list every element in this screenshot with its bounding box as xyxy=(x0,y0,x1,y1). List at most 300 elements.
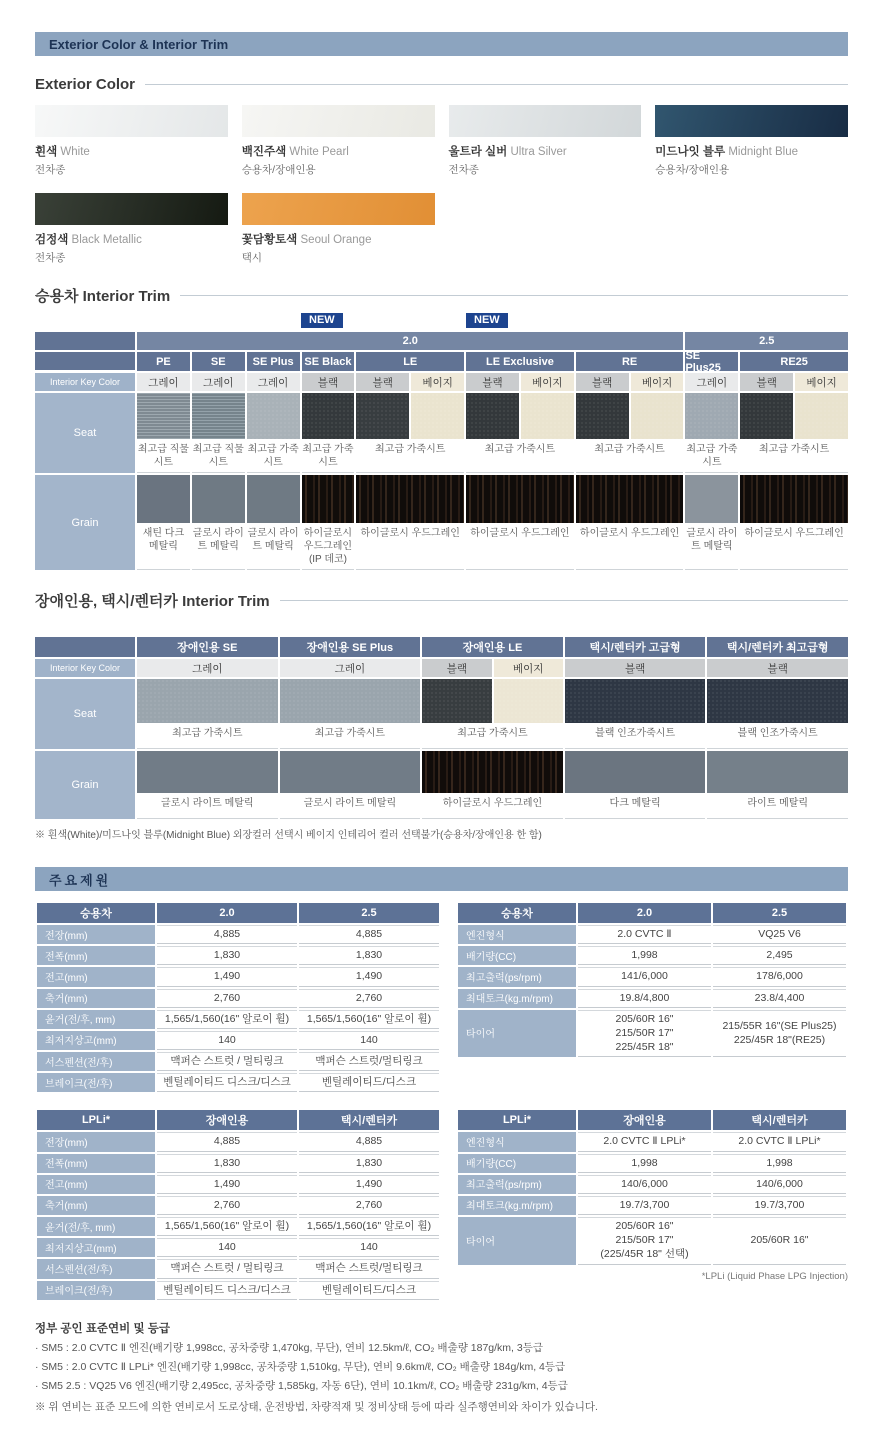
seat-cell xyxy=(137,679,278,749)
interior-key-color-label: Interior Key Color xyxy=(35,659,135,677)
grain-cell xyxy=(707,751,848,819)
section-title-exterior-color xyxy=(35,76,848,93)
section-title-text: 승용차 Interior Trim xyxy=(35,288,171,305)
grain-swatch xyxy=(422,751,563,793)
spec-header-cell: 택시/렌터카 xyxy=(713,1110,846,1130)
spec-value: 2.0 CVTC Ⅱ xyxy=(578,925,711,944)
grain-swatch xyxy=(685,475,738,523)
seat-swatch xyxy=(137,679,278,723)
spec-row xyxy=(458,1175,846,1194)
spec-row-label: 최고출력(ps/rpm) xyxy=(458,1175,576,1194)
seat-cell xyxy=(565,679,706,749)
spec-value: 23.8/4,400 xyxy=(713,989,846,1008)
spec-value: 2.0 CVTC Ⅱ LPLi* xyxy=(578,1132,711,1151)
grain-cell xyxy=(466,475,574,570)
grain-caption: 하이글로시 우드그레인 xyxy=(744,528,844,539)
grain-cell xyxy=(565,751,706,819)
spec-row xyxy=(37,1132,439,1151)
engine-group-2-5: 2.5 xyxy=(685,332,848,350)
key-color-cell: 그레이 xyxy=(280,659,421,677)
seat-swatch xyxy=(411,393,464,439)
spec-row xyxy=(37,925,439,944)
spec-header-cell: 승용차 xyxy=(458,903,576,923)
key-color-cell: 그레이 xyxy=(247,373,300,391)
seat-cell xyxy=(280,679,421,749)
seat-cell xyxy=(137,393,190,473)
color-availability: 승용차/장애인용 xyxy=(655,164,730,176)
grain-swatch xyxy=(280,751,421,793)
spec-table-lpli-engine-wrap xyxy=(456,1108,848,1301)
footer-line: · SM5 : 2.0 CVTC Ⅱ 엔진(배기량 1,998cc, 공차중량 1,470kg, 무단), 연비 12.5km/ℓ, CO₂ 배출량 187g/km, 3등급 xyxy=(35,1341,544,1354)
spec-row xyxy=(37,1073,439,1092)
spec-row-label: 전고(mm) xyxy=(37,967,155,986)
grain-caption: 글로시 라이트 메탈릭 xyxy=(192,528,244,552)
seat-swatch xyxy=(631,393,684,439)
exterior-color-item xyxy=(242,105,435,177)
specs-section-title: 주요제원 xyxy=(49,872,112,888)
spec-row xyxy=(37,1196,439,1215)
color-swatch-midnight-blue xyxy=(655,105,848,137)
spec-value: 4,885 xyxy=(299,925,439,944)
seat-cell xyxy=(466,393,574,473)
color-availability: 승용차/장애인용 xyxy=(241,164,316,176)
color-name xyxy=(242,143,435,159)
spec-header-row xyxy=(458,1110,846,1130)
grain-swatch xyxy=(137,475,190,523)
grain-caption: 하이글로시 우드그레인 xyxy=(442,798,543,809)
seat-caption: 최고급 가죽시트 xyxy=(594,444,665,455)
seat-caption: 최고급 가죽시트 xyxy=(375,444,446,455)
spec-value: 맥퍼슨 스트럿/멀티링크 xyxy=(299,1052,439,1071)
exterior-color-item xyxy=(35,105,228,177)
trim-header: SE Plus25 xyxy=(685,352,738,371)
spec-row xyxy=(37,1175,439,1194)
spec-header-cell: 2.5 xyxy=(713,903,846,923)
grain-cell xyxy=(740,475,848,570)
spec-row-label: 서스펜션(전/후) xyxy=(37,1259,155,1278)
trim-header: LE Exclusive xyxy=(466,352,574,371)
spec-value-line: 205/60R 16" xyxy=(615,1012,674,1025)
seat-caption: 최고급 직물시트 xyxy=(137,444,189,468)
spec-row xyxy=(37,1010,439,1029)
color-swatch-white xyxy=(35,105,228,137)
specs-section-bar xyxy=(35,867,848,891)
grain-cell xyxy=(576,475,684,570)
trim-header: SE Plus xyxy=(247,352,300,371)
spec-row-label: 브레이크(전/후) xyxy=(37,1073,155,1092)
spec-value: 140 xyxy=(299,1238,439,1257)
color-swatch-seoul-orange xyxy=(242,193,435,225)
color-availability: 전차종 xyxy=(35,164,66,176)
page-banner-title: Exterior Color & Interior Trim xyxy=(49,36,229,52)
spec-value: 1,565/1,560(16" 알로이 휠) xyxy=(299,1217,439,1236)
spec-row xyxy=(37,1281,439,1300)
seat-cell xyxy=(740,393,848,473)
spec-table xyxy=(35,901,441,1094)
color-name xyxy=(35,231,228,247)
key-color-cell: 블랙 xyxy=(740,373,793,391)
grain-cell xyxy=(280,751,421,819)
spec-value: 19.8/4,800 xyxy=(578,989,711,1008)
spec-row-label: 전장(mm) xyxy=(37,925,155,944)
grain-caption: 하이글로시 우드그레인 xyxy=(470,528,570,539)
spec-value xyxy=(713,1010,846,1058)
spec-row-label: 최대토크(kg.m/rpm) xyxy=(458,989,576,1008)
seat-swatch xyxy=(247,393,300,439)
key-color-cell: 베이지 xyxy=(411,373,464,391)
grain-caption: 다크 메탈릭 xyxy=(609,798,661,809)
grain-caption: 라이트 메탈릭 xyxy=(747,798,809,809)
key-color-cell: 베이지 xyxy=(521,373,574,391)
color-name-en: Ultra Silver xyxy=(510,146,567,158)
spec-row-label: 최대토크(kg.m/rpm) xyxy=(458,1196,576,1215)
spec-value xyxy=(578,1010,711,1058)
spec-value: 4,885 xyxy=(157,925,297,944)
spec-row-label: 배기량(CC) xyxy=(458,946,576,965)
spec-row-label: 윤거(전/후, mm) xyxy=(37,1217,155,1236)
color-name xyxy=(449,143,642,159)
grain-caption: 새틴 다크 메탈릭 xyxy=(142,528,185,552)
spec-value: 2,760 xyxy=(157,1196,297,1215)
grain-swatch xyxy=(576,475,684,523)
spec-row xyxy=(37,1217,439,1236)
key-color-cell: 베이지 xyxy=(631,373,684,391)
interior-key-color-label: Interior Key Color xyxy=(35,373,135,391)
footer-line: · SM5 : 2.0 CVTC Ⅱ LPLi* 엔진(배기량 1,998cc, 공차중량 1,510kg, 무단), 연비 9.6km/ℓ, CO₂ 배출량 184g/km, 4등급 xyxy=(35,1360,566,1373)
grain-cell xyxy=(137,751,278,819)
new-badge: NEW xyxy=(301,313,343,328)
spec-row-label: 서스펜션(전/후) xyxy=(37,1052,155,1071)
seat-swatch xyxy=(795,393,848,439)
spec-value: 19.7/3,700 xyxy=(713,1196,846,1215)
spec-value: VQ25 V6 xyxy=(713,925,846,944)
key-color-cell: 블랙 xyxy=(302,373,355,391)
seat-swatch xyxy=(565,679,706,723)
spec-value-line: 205/60R 16" xyxy=(750,1234,809,1247)
spec-value: 141/6,000 xyxy=(578,967,711,986)
trim-header: RE25 xyxy=(740,352,848,371)
grain-swatch xyxy=(565,751,706,793)
key-color-cell: 블랙 xyxy=(356,373,409,391)
spec-value-line: (225/45R 18" 선택) xyxy=(600,1248,689,1261)
spec-header-cell: 2.0 xyxy=(578,903,711,923)
grain-caption: 글로시 라이트 메탈릭 xyxy=(303,798,397,809)
exterior-color-item xyxy=(35,193,228,265)
spec-value-line: 225/45R 18" xyxy=(615,1041,674,1054)
seat-cell xyxy=(247,393,300,473)
grain-caption: 글로시 라이트 메탈릭 xyxy=(161,798,254,809)
color-name xyxy=(655,143,848,159)
spec-value: 1,490 xyxy=(299,1175,439,1194)
spec-row-label: 엔진형식 xyxy=(458,925,576,944)
spec-row xyxy=(458,1010,846,1058)
seat-caption: 최고급 가죽시트 xyxy=(457,728,528,739)
spec-value: 2,760 xyxy=(157,989,297,1008)
seat-caption: 최고급 가죽시트 xyxy=(302,444,354,468)
color-availability: 전차종 xyxy=(35,252,66,264)
key-color-cell: 블랙 xyxy=(422,659,491,677)
spec-row xyxy=(458,946,846,965)
footer-line: · SM5 2.5 : VQ25 V6 엔진(배기량 2,495cc, 공차중량 1,585kg, 자동 6단), 연비 10.1km/ℓ, CO₂ 배출량 231g/km, 4등급 xyxy=(35,1379,568,1392)
spec-value: 2.0 CVTC Ⅱ LPLi* xyxy=(713,1132,846,1151)
spec-value: 2,495 xyxy=(713,946,846,965)
grain-swatch xyxy=(740,475,848,523)
spec-value: 1,490 xyxy=(157,1175,297,1194)
key-color-cell: 그레이 xyxy=(685,373,738,391)
color-name-ko: 검정색 xyxy=(35,234,69,246)
seat-cell xyxy=(576,393,684,473)
spec-row xyxy=(37,967,439,986)
spec-table-passenger-engine xyxy=(456,901,848,1094)
grain-cell xyxy=(247,475,300,570)
divider-line xyxy=(280,600,848,601)
page-banner xyxy=(35,32,848,56)
spec-header-cell: 장애인용 xyxy=(578,1110,711,1130)
spec-value: 1,830 xyxy=(299,946,439,965)
key-color-cell: 블랙 xyxy=(707,659,848,677)
footer-disclaimer: ※ 위 연비는 표준 모드에 의한 연비로서 도로상태, 운전방법, 차량적재 및 정비상태 등에 따라 실주행연비와 차이가 있습니다. xyxy=(35,1400,598,1413)
seat-cell xyxy=(302,393,355,473)
color-name-en: White xyxy=(60,146,90,158)
grain-caption: 글로시 라이트 메탈릭 xyxy=(247,528,299,552)
spec-row xyxy=(458,925,846,944)
seat-swatch xyxy=(494,679,563,723)
trim-header: 택시/렌터카 최고급형 xyxy=(707,637,848,657)
spec-value: 1,830 xyxy=(157,946,297,965)
spec-value-line: 215/50R 17" xyxy=(615,1026,674,1039)
grain-cell xyxy=(685,475,738,570)
spec-value: 140/6,000 xyxy=(578,1175,711,1194)
spec-value: 178/6,000 xyxy=(713,967,846,986)
special-trim-table-wrap xyxy=(35,637,848,841)
spec-header-cell: LPLi* xyxy=(37,1110,155,1130)
spec-row xyxy=(458,1154,846,1173)
spec-row xyxy=(37,1052,439,1071)
spec-row-label: 엔진형식 xyxy=(458,1132,576,1151)
grain-caption: 하이글로시 우드그레인 (IP 데코) xyxy=(303,528,353,565)
spec-value: 140 xyxy=(157,1031,297,1050)
color-swatch-white-pearl xyxy=(242,105,435,137)
seat-caption: 최고급 직물시트 xyxy=(192,444,244,468)
key-color-cell: 그레이 xyxy=(137,373,190,391)
seat-row-label: Seat xyxy=(35,679,135,749)
spec-value: 1,998 xyxy=(578,946,711,965)
grain-caption: 글로시 라이트 메탈릭 xyxy=(686,528,738,552)
seat-swatch xyxy=(422,679,491,723)
color-name xyxy=(242,231,435,247)
spec-value-line: 225/45R 18"(RE25) xyxy=(733,1033,826,1046)
spec-value: 1,565/1,560(16" 알로이 휠) xyxy=(157,1217,297,1236)
exterior-color-grid xyxy=(35,105,848,265)
spec-value-line: 215/50R 17" xyxy=(615,1234,674,1247)
color-availability: 택시 xyxy=(241,252,263,264)
seat-swatch xyxy=(302,393,355,439)
grain-caption: 하이글로시 우드그레인 xyxy=(360,528,460,539)
grain-swatch xyxy=(466,475,574,523)
seat-swatch xyxy=(137,393,190,439)
spec-value xyxy=(578,1217,711,1265)
table-spacer-cell xyxy=(35,332,135,350)
spec-header-cell: 2.5 xyxy=(299,903,439,923)
color-swatch-black-metallic xyxy=(35,193,228,225)
color-name-en: Seoul Orange xyxy=(300,234,372,246)
spec-row-label: 전장(mm) xyxy=(37,1132,155,1151)
grain-swatch xyxy=(137,751,278,793)
spec-table-passenger-dimensions xyxy=(35,901,441,1094)
spec-value: 4,885 xyxy=(157,1132,297,1151)
spec-row xyxy=(37,1031,439,1050)
exterior-color-item xyxy=(449,105,642,177)
passenger-trim-table-wrap xyxy=(35,314,848,570)
grain-cell xyxy=(302,475,355,570)
key-color-cell: 블랙 xyxy=(466,373,519,391)
exterior-color-item xyxy=(655,105,848,177)
spec-row-label: 타이어 xyxy=(458,1217,576,1265)
seat-swatch xyxy=(356,393,409,439)
spec-value: 1,830 xyxy=(299,1154,439,1173)
key-color-cell: 베이지 xyxy=(795,373,848,391)
spec-row-label: 최저지상고(mm) xyxy=(37,1238,155,1257)
spec-row xyxy=(458,1132,846,1151)
key-color-cell: 그레이 xyxy=(192,373,245,391)
spec-value: 2,760 xyxy=(299,1196,439,1215)
trim-header: RE xyxy=(576,352,684,371)
spec-table xyxy=(35,1108,441,1301)
color-swatch-ultra-silver xyxy=(449,105,642,137)
color-name-ko: 흰색 xyxy=(35,146,58,158)
trim-header: PE xyxy=(137,352,190,371)
spec-row-label: 축거(mm) xyxy=(37,989,155,1008)
grain-caption: 하이글로시 우드그레인 xyxy=(579,528,680,539)
spec-value: 1,830 xyxy=(157,1154,297,1173)
spec-value: 1,565/1,560(16" 알로이 휠) xyxy=(157,1010,297,1029)
special-trim-table xyxy=(35,637,848,819)
key-color-cell: 블랙 xyxy=(576,373,629,391)
spec-header-row xyxy=(37,1110,439,1130)
seat-caption: 블랙 인조가죽시트 xyxy=(595,728,676,739)
color-name-en: Midnight Blue xyxy=(728,146,798,158)
grain-cell xyxy=(137,475,190,570)
spec-value: 1,490 xyxy=(299,967,439,986)
section-title-text: 장애인용, 택시/렌터카 Interior Trim xyxy=(35,593,270,610)
spec-value: 2,760 xyxy=(299,989,439,1008)
grain-row-label: Grain xyxy=(35,475,135,570)
color-name-en: White Pearl xyxy=(289,146,349,158)
grain-swatch xyxy=(356,475,464,523)
seat-cell xyxy=(192,393,245,473)
grain-swatch xyxy=(302,475,355,523)
seat-cell xyxy=(707,679,848,749)
seat-swatch xyxy=(466,393,519,439)
seat-cell xyxy=(685,393,738,473)
spec-header-row xyxy=(37,903,439,923)
color-name-en: Black Metallic xyxy=(71,234,142,246)
grain-swatch xyxy=(247,475,300,523)
seat-swatch xyxy=(707,679,848,723)
spec-row-label: 최저지상고(mm) xyxy=(37,1031,155,1050)
spec-value: 맥퍼슨 스트럿/멀티링크 xyxy=(299,1259,439,1278)
divider-line xyxy=(180,295,848,296)
seat-cell xyxy=(356,393,464,473)
spec-value: 1,998 xyxy=(713,1154,846,1173)
key-color-cell: 블랙 xyxy=(565,659,706,677)
spec-value: 19.7/3,700 xyxy=(578,1196,711,1215)
color-name-ko: 꽃담황토색 xyxy=(241,234,298,246)
seat-caption: 최고급 가죽시트 xyxy=(758,444,830,455)
seat-cell xyxy=(422,679,563,749)
spec-row xyxy=(458,1196,846,1215)
color-name-ko: 울트라 실버 xyxy=(448,146,508,158)
grain-cell xyxy=(356,475,464,570)
spec-value: 140 xyxy=(299,1031,439,1050)
spec-table-lpli-dimensions xyxy=(35,1108,441,1301)
color-name xyxy=(35,143,228,159)
table-spacer-cell xyxy=(35,352,135,370)
spec-row xyxy=(458,1217,846,1265)
seat-caption: 최고급 가죽시트 xyxy=(484,444,556,455)
seat-row-label: Seat xyxy=(35,393,135,473)
spec-row-label: 배기량(CC) xyxy=(458,1154,576,1173)
spec-row-label: 전폭(mm) xyxy=(37,946,155,965)
spec-row xyxy=(37,946,439,965)
spec-value xyxy=(713,1217,846,1265)
spec-value: 맥퍼슨 스트럿 / 멀티링크 xyxy=(157,1052,297,1071)
spec-row-label: 전폭(mm) xyxy=(37,1154,155,1173)
spec-tables-grid xyxy=(35,901,848,1302)
seat-swatch xyxy=(740,393,793,439)
spec-header-cell: LPLi* xyxy=(458,1110,576,1130)
seat-swatch xyxy=(521,393,574,439)
color-name-ko: 미드나잇 블루 xyxy=(655,146,726,158)
spec-value: 벤틸레이티드/디스크 xyxy=(299,1073,439,1092)
spec-value: 맥퍼슨 스트럿 / 멀티링크 xyxy=(157,1259,297,1278)
spec-header-cell: 택시/렌터카 xyxy=(299,1110,439,1130)
spec-header-row xyxy=(458,903,846,923)
trim-header: 장애인용 SE xyxy=(137,637,278,657)
seat-caption: 최고급 가죽시트 xyxy=(247,444,299,468)
section-title-text: Exterior Color xyxy=(35,76,136,93)
spec-row-label: 축거(mm) xyxy=(37,1196,155,1215)
spec-row-label: 전고(mm) xyxy=(37,1175,155,1194)
spec-value: 벤틸레이티드 디스크/디스크 xyxy=(157,1281,297,1300)
spec-header-cell: 승용차 xyxy=(37,903,155,923)
exterior-color-item xyxy=(242,193,435,265)
grain-row-label: Grain xyxy=(35,751,135,819)
passenger-trim-table xyxy=(35,332,848,570)
spec-row-label: 최고출력(ps/rpm) xyxy=(458,967,576,986)
spec-row xyxy=(37,1154,439,1173)
spec-row-label: 윤거(전/후, mm) xyxy=(37,1010,155,1029)
spec-value: 1,998 xyxy=(578,1154,711,1173)
spec-value: 1,565/1,560(16" 알로이 휠) xyxy=(299,1010,439,1029)
grain-cell xyxy=(422,751,563,819)
spec-value: 1,490 xyxy=(157,967,297,986)
seat-swatch xyxy=(576,393,629,439)
spec-value: 벤틸레이티드/디스크 xyxy=(299,1281,439,1300)
engine-group-2-0: 2.0 xyxy=(137,332,683,350)
seat-caption: 최고급 가죽시트 xyxy=(686,444,738,468)
new-badge: NEW xyxy=(466,313,508,328)
footer-notes xyxy=(35,1320,848,1414)
spec-row xyxy=(458,989,846,1008)
spec-row xyxy=(37,989,439,1008)
spec-row xyxy=(37,1259,439,1278)
section-title-special-trim xyxy=(35,590,848,611)
spec-row-label: 브레이크(전/후) xyxy=(37,1281,155,1300)
trim-header: 장애인용 LE xyxy=(422,637,563,657)
spec-value: 벤틸레이티드 디스크/디스크 xyxy=(157,1073,297,1092)
spec-table-lpli-engine xyxy=(456,1108,848,1266)
